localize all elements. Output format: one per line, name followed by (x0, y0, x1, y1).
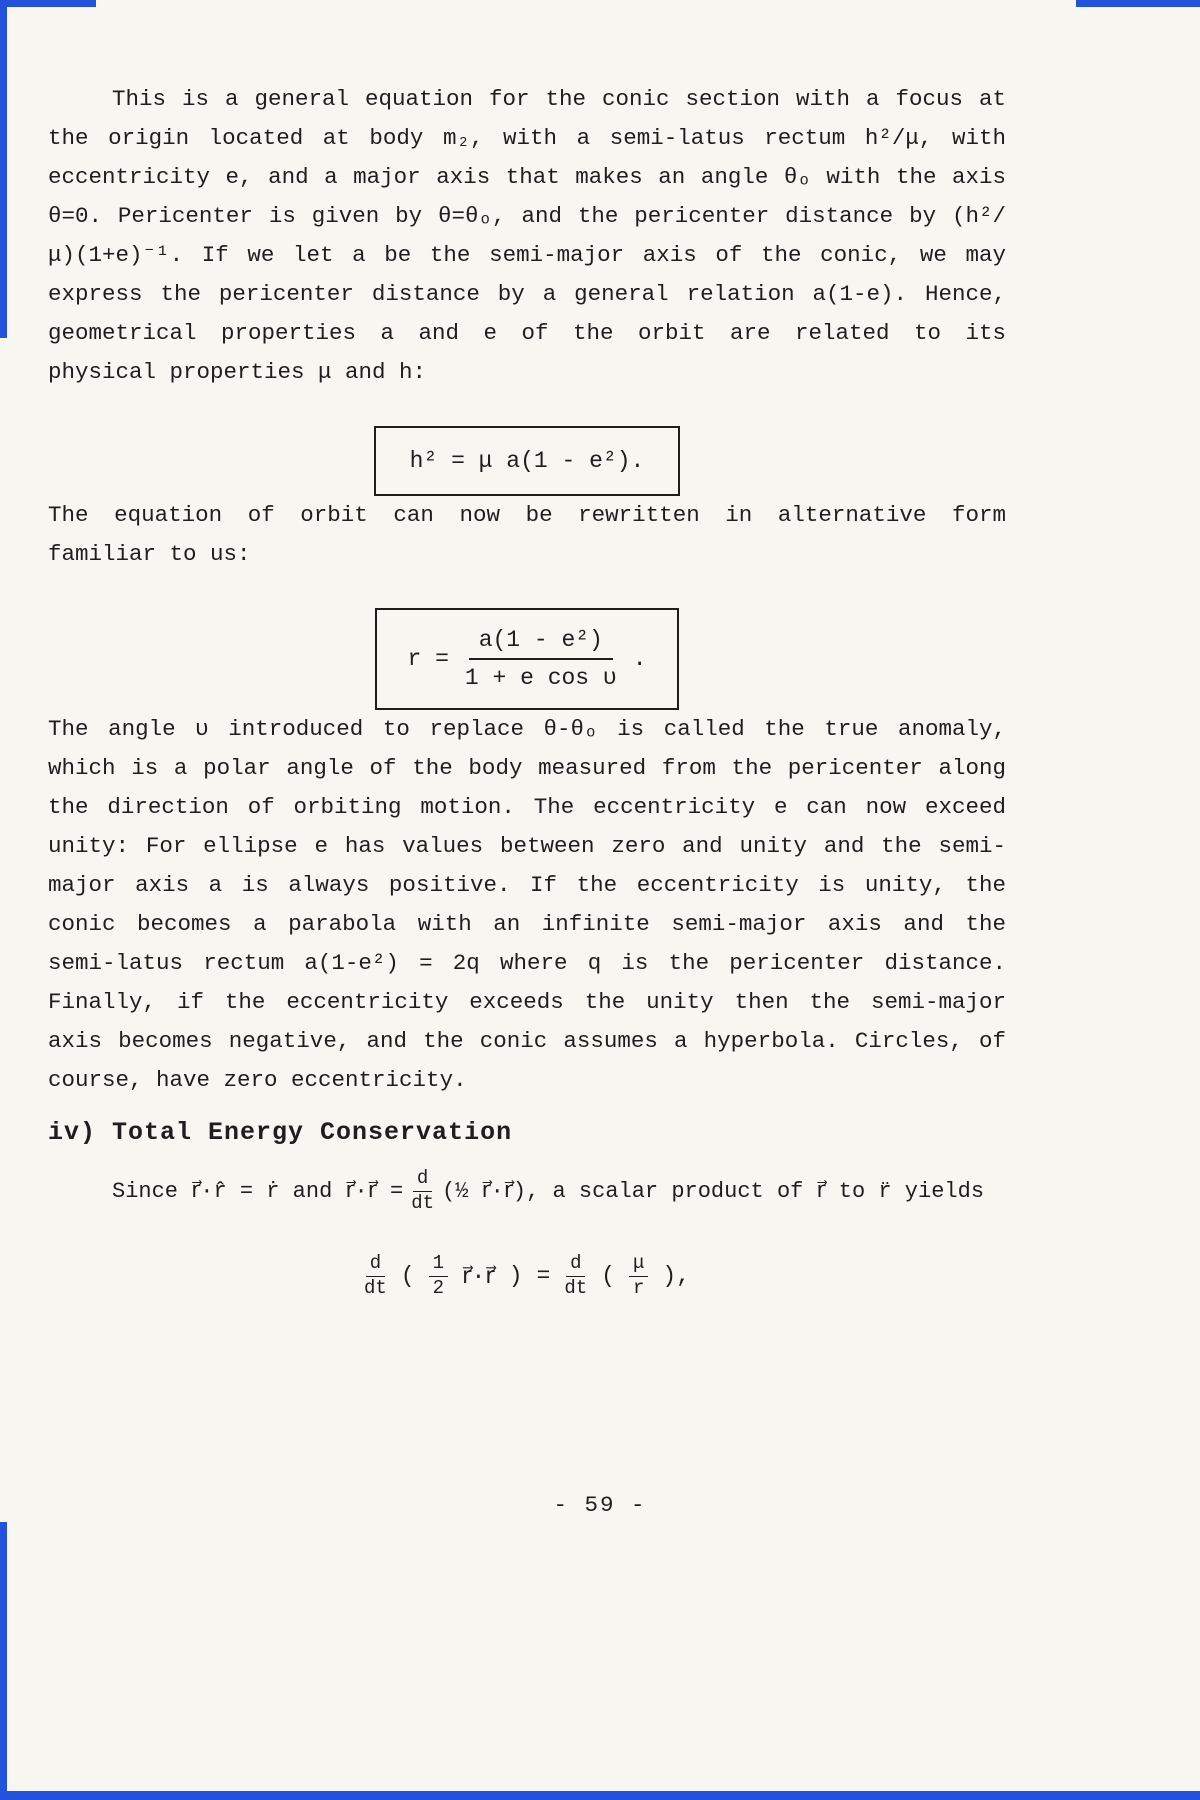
orbit-eq-fraction (465, 627, 617, 691)
orbit-eq-lhs: r = (407, 646, 449, 672)
ddt-fraction-left: $\frac{d}{dt}$ (363, 1251, 387, 1299)
equation-box-orbit (375, 608, 678, 710)
h2-equation-text: h² = μ a(1 - e²). (409, 448, 645, 474)
mu-over-r-fraction: $\frac{\mu}{r}$ (629, 1254, 648, 1299)
orbit-eq-numerator: a(1 - e²) (469, 627, 613, 660)
r-dot-r-term: r⃗·r⃗ (462, 1263, 495, 1290)
scan-edge-mark-top-left (0, 0, 96, 7)
section-heading-energy-conservation: iv) Total Energy Conservation (48, 1118, 513, 1147)
paragraph-orbit-rewrite: The equation of orbit can now be rewritten in alternative form familiar to us: (48, 502, 1006, 567)
rparen-1: ) (508, 1263, 523, 1290)
orbit-eq-period: . (632, 646, 647, 672)
scan-edge-mark-left-bottom (0, 1522, 7, 1800)
energy-intro-line (48, 1169, 1006, 1214)
paragraph-true-anomaly: The angle υ introduced to replace θ-θₒ is called the true anomaly, which is a polar angle of the body measured from the pericenter along the direction of orbiting motion. The eccentricity e can now exceed unity: For ellipse e has values between zero and unity and the semi-major axis a is always positive. If the eccentricity is unity, the conic becomes a parabola with an infinite semi-major axis and the semi-latus rectum a(1-e²) = 2q where q is the pericenter distance. Finally, if the eccentricity exceeds the unity then the semi-major axis becomes negative, and the conic assumes a hyperbola. Circles, of course, have zero eccentricity. (48, 716, 1006, 1093)
orbit-eq-denominator: 1 + e cos υ (464, 665, 617, 691)
rparen-2: ), (662, 1263, 690, 1290)
equals-sign: = (536, 1263, 551, 1290)
scan-edge-mark-top-right (1076, 0, 1200, 7)
one-half-fraction: $\frac{1}{2}$ (429, 1254, 448, 1299)
lparen-2: ( (601, 1263, 615, 1290)
paragraph-conic-intro: This is a general equation for the conic section with a focus at the origin located at body m₂, with a semi-latus rectum h²/μ, with eccentricity e, and a major axis that makes an angle θₒ with the axis θ=0. Pericenter is given by θ=θₒ, and the pericenter distance by (h²/μ)(1+e)⁻¹. If we let a be the semi-major axis of the conic, we may express the pericenter distance by a general relation a(1-e). Hence, geometrical properties a and e of the orbit are related to its physical properties μ and h: (48, 86, 1006, 385)
energy-intro-post: (½ r⃗·r⃗), a scalar product of r⃗ to r̈ yields (442, 1179, 985, 1205)
lparen-1: ( (400, 1263, 415, 1290)
ddt-fraction-right: $\frac{d}{dt}$ (564, 1251, 588, 1299)
energy-intro-pre: Since r⃗·r̂ = ṙ and r⃗·r⃗ = (112, 1179, 404, 1205)
page-number: - 59 - (553, 1492, 647, 1518)
equation-box-h2 (374, 426, 681, 496)
energy-equation (48, 1251, 1006, 1299)
scan-edge-mark-bottom (0, 1791, 1200, 1800)
scan-edge-mark-left-top (0, 0, 7, 338)
text-column (48, 80, 1006, 1299)
ddt-inline-fraction: $\frac{d}{dt}$ (411, 1167, 434, 1214)
